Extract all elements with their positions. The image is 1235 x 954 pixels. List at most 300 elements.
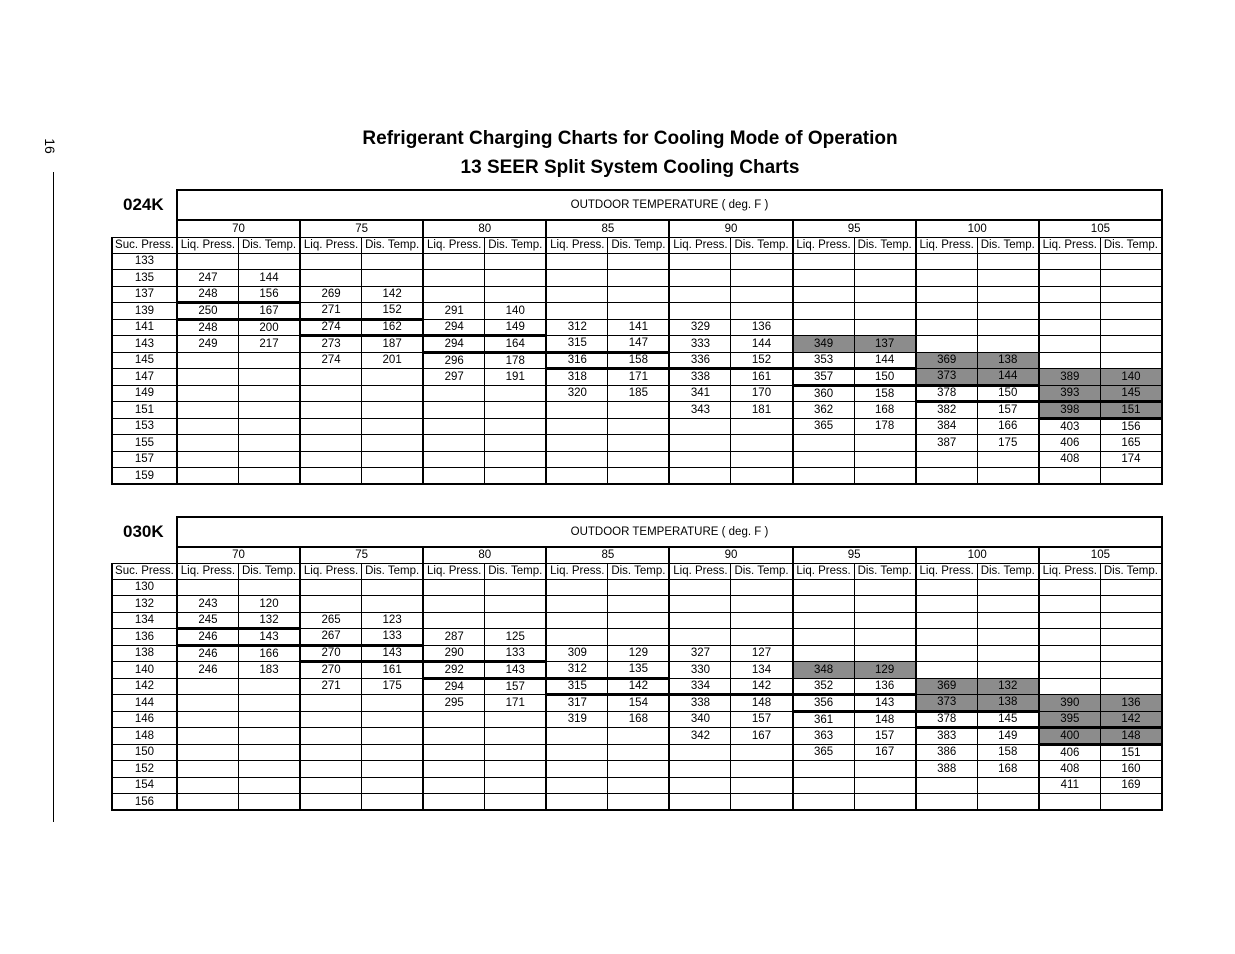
discharge-temp-header: Dis. Temp. (977, 237, 1039, 253)
charging-table (111, 516, 1163, 811)
liquid-pressure-cell (546, 435, 608, 452)
liquid-pressure-cell: 336 (669, 352, 731, 369)
table-row (112, 286, 1162, 303)
liquid-pressure-cell (177, 418, 239, 435)
suction-pressure-cell: 151 (112, 402, 177, 419)
discharge-temp-cell (238, 695, 300, 712)
liquid-pressure-cell (546, 402, 608, 419)
discharge-temp-cell: 201 (362, 352, 424, 369)
discharge-temp-cell (854, 468, 916, 485)
charging-table (111, 189, 1163, 485)
liquid-pressure-cell (300, 270, 362, 287)
outdoor-temp-100: 100 (916, 547, 1039, 563)
table-row (112, 451, 1162, 468)
suction-pressure-cell: 130 (112, 579, 177, 596)
liquid-pressure-cell (300, 418, 362, 435)
discharge-temp-cell (731, 744, 793, 761)
discharge-temp-header: Dis. Temp. (1100, 563, 1162, 579)
discharge-temp-cell: 129 (608, 645, 670, 662)
discharge-temp-cell: 152 (731, 352, 793, 369)
discharge-temp-header: Dis. Temp. (731, 237, 793, 253)
liquid-pressure-cell (300, 711, 362, 728)
suction-pressure-header: Suc. Press. (112, 563, 177, 579)
discharge-temp-cell (608, 728, 670, 745)
discharge-temp-cell (362, 596, 424, 613)
liquid-pressure-cell: 378 (916, 385, 978, 402)
discharge-temp-cell: 140 (1100, 369, 1162, 386)
discharge-temp-cell (485, 761, 547, 778)
discharge-temp-cell (238, 678, 300, 695)
liquid-pressure-cell (546, 286, 608, 303)
liquid-pressure-cell: 390 (1039, 695, 1101, 712)
discharge-temp-cell (608, 270, 670, 287)
liquid-pressure-cell: 269 (300, 286, 362, 303)
discharge-temp-header: Dis. Temp. (854, 237, 916, 253)
suction-pressure-cell: 143 (112, 336, 177, 353)
liquid-pressure-cell (1039, 303, 1101, 320)
discharge-temp-cell: 167 (731, 728, 793, 745)
liquid-pressure-cell (916, 777, 978, 794)
discharge-temp-cell (977, 253, 1039, 270)
discharge-temp-cell (608, 579, 670, 596)
liquid-pressure-cell: 309 (546, 645, 608, 662)
liquid-pressure-cell: 265 (300, 612, 362, 629)
suction-pressure-cell: 157 (112, 451, 177, 468)
liquid-pressure-cell (300, 761, 362, 778)
liquid-pressure-cell (793, 253, 855, 270)
liquid-pressure-cell (793, 612, 855, 629)
liquid-pressure-cell: 294 (423, 678, 485, 695)
liquid-pressure-cell: 270 (300, 645, 362, 662)
discharge-temp-cell (362, 385, 424, 402)
discharge-temp-cell (731, 253, 793, 270)
model-label: 030K (123, 522, 164, 541)
liquid-pressure-cell (793, 451, 855, 468)
liquid-pressure-cell: 249 (177, 336, 239, 353)
liquid-pressure-cell (300, 777, 362, 794)
liquid-pressure-cell (916, 468, 978, 485)
outdoor-temp-75: 75 (300, 220, 423, 237)
suction-pressure-cell: 156 (112, 794, 177, 811)
liquid-pressure-cell: 316 (546, 352, 608, 369)
liquid-pressure-cell: 318 (546, 369, 608, 386)
liquid-pressure-cell (916, 253, 978, 270)
discharge-temp-cell: 132 (238, 612, 300, 629)
discharge-temp-header: Dis. Temp. (485, 237, 547, 253)
discharge-temp-cell: 129 (854, 662, 916, 679)
suction-pressure-cell: 137 (112, 286, 177, 303)
discharge-temp-cell (1100, 794, 1162, 811)
discharge-temp-cell (238, 451, 300, 468)
liquid-pressure-cell (177, 468, 239, 485)
suction-pressure-cell: 132 (112, 596, 177, 613)
discharge-temp-cell: 135 (608, 662, 670, 679)
discharge-temp-cell: 157 (731, 711, 793, 728)
liquid-pressure-cell: 295 (423, 695, 485, 712)
table-row (112, 253, 1162, 270)
outdoor-temp-105: 105 (1039, 220, 1162, 237)
liquid-pressure-cell (916, 662, 978, 679)
liquid-pressure-cell (300, 794, 362, 811)
liquid-pressure-cell (300, 744, 362, 761)
discharge-temp-cell (1100, 596, 1162, 613)
discharge-temp-cell (362, 435, 424, 452)
table-corner (112, 220, 177, 237)
liquid-pressure-cell: 248 (177, 286, 239, 303)
table-row (112, 303, 1162, 320)
liquid-pressure-cell (793, 596, 855, 613)
discharge-temp-header: Dis. Temp. (608, 237, 670, 253)
discharge-temp-cell: 167 (854, 744, 916, 761)
discharge-temp-cell: 137 (854, 336, 916, 353)
discharge-temp-cell (362, 744, 424, 761)
discharge-temp-cell (977, 612, 1039, 629)
table-row (112, 678, 1162, 695)
liquid-pressure-cell (793, 579, 855, 596)
discharge-temp-header: Dis. Temp. (362, 563, 424, 579)
liquid-pressure-cell: 248 (177, 319, 239, 336)
discharge-temp-cell: 149 (977, 728, 1039, 745)
discharge-temp-cell: 142 (608, 678, 670, 695)
liquid-pressure-cell (300, 579, 362, 596)
liquid-pressure-cell: 411 (1039, 777, 1101, 794)
liquid-pressure-cell (1039, 336, 1101, 353)
liquid-pressure-cell: 348 (793, 662, 855, 679)
discharge-temp-cell: 154 (608, 695, 670, 712)
discharge-temp-cell (1100, 612, 1162, 629)
discharge-temp-cell: 158 (854, 385, 916, 402)
discharge-temp-cell (977, 777, 1039, 794)
table-row (112, 336, 1162, 353)
discharge-temp-cell: 144 (977, 369, 1039, 386)
liquid-pressure-header: Liq. Press. (300, 237, 362, 253)
discharge-temp-cell: 165 (1100, 435, 1162, 452)
liquid-pressure-cell: 393 (1039, 385, 1101, 402)
liquid-pressure-cell (1039, 596, 1101, 613)
discharge-temp-cell (608, 402, 670, 419)
discharge-temp-cell (1100, 468, 1162, 485)
discharge-temp-cell (854, 286, 916, 303)
discharge-temp-cell: 191 (485, 369, 547, 386)
discharge-temp-header: Dis. Temp. (485, 563, 547, 579)
liquid-pressure-header: Liq. Press. (793, 563, 855, 579)
discharge-temp-cell: 145 (977, 711, 1039, 728)
outdoor-temperature-header: OUTDOOR TEMPERATURE ( deg. F ) (177, 517, 1162, 547)
liquid-pressure-cell (177, 451, 239, 468)
liquid-pressure-cell: 312 (546, 662, 608, 679)
discharge-temp-cell (608, 596, 670, 613)
discharge-temp-cell (485, 451, 547, 468)
outdoor-temp-90: 90 (669, 547, 792, 563)
liquid-pressure-header: Liq. Press. (300, 563, 362, 579)
liquid-pressure-cell (423, 468, 485, 485)
discharge-temp-cell (731, 435, 793, 452)
liquid-pressure-cell (423, 385, 485, 402)
suction-pressure-cell: 135 (112, 270, 177, 287)
suction-pressure-cell: 147 (112, 369, 177, 386)
liquid-pressure-cell (669, 629, 731, 646)
discharge-temp-header: Dis. Temp. (731, 563, 793, 579)
discharge-temp-cell (608, 286, 670, 303)
liquid-pressure-cell: 267 (300, 629, 362, 646)
table-row (112, 402, 1162, 419)
discharge-temp-cell: 166 (977, 418, 1039, 435)
discharge-temp-header: Dis. Temp. (977, 563, 1039, 579)
discharge-temp-cell (854, 761, 916, 778)
discharge-temp-cell: 143 (238, 629, 300, 646)
liquid-pressure-cell: 382 (916, 402, 978, 419)
liquid-pressure-cell: 349 (793, 336, 855, 353)
suction-pressure-cell: 136 (112, 629, 177, 646)
liquid-pressure-cell (300, 468, 362, 485)
liquid-pressure-cell (916, 629, 978, 646)
liquid-pressure-cell (423, 451, 485, 468)
liquid-pressure-cell: 365 (793, 418, 855, 435)
discharge-temp-cell (977, 451, 1039, 468)
discharge-temp-cell (1100, 253, 1162, 270)
suction-pressure-cell: 148 (112, 728, 177, 745)
table-row (112, 777, 1162, 794)
discharge-temp-cell: 141 (608, 319, 670, 336)
discharge-temp-cell (731, 794, 793, 811)
discharge-temp-cell: 140 (485, 303, 547, 320)
discharge-temp-cell (608, 468, 670, 485)
discharge-temp-cell: 171 (485, 695, 547, 712)
discharge-temp-cell (1100, 645, 1162, 662)
table-row (112, 385, 1162, 402)
liquid-pressure-cell (916, 612, 978, 629)
discharge-temp-cell: 142 (1100, 711, 1162, 728)
liquid-pressure-cell: 329 (669, 319, 731, 336)
outdoor-temp-85: 85 (546, 220, 669, 237)
discharge-temp-cell (362, 695, 424, 712)
liquid-pressure-cell (546, 761, 608, 778)
liquid-pressure-cell (669, 451, 731, 468)
discharge-temp-cell (238, 402, 300, 419)
liquid-pressure-cell (423, 270, 485, 287)
liquid-pressure-cell: 296 (423, 352, 485, 369)
liquid-pressure-cell: 273 (300, 336, 362, 353)
liquid-pressure-cell (177, 794, 239, 811)
liquid-pressure-cell (793, 435, 855, 452)
liquid-pressure-cell (423, 579, 485, 596)
discharge-temp-cell: 156 (238, 286, 300, 303)
liquid-pressure-cell: 398 (1039, 402, 1101, 419)
liquid-pressure-cell (793, 761, 855, 778)
discharge-temp-cell: 143 (854, 695, 916, 712)
discharge-temp-cell: 151 (1100, 402, 1162, 419)
liquid-pressure-cell: 383 (916, 728, 978, 745)
discharge-temp-cell: 151 (1100, 744, 1162, 761)
liquid-pressure-cell (669, 744, 731, 761)
liquid-pressure-cell: 287 (423, 629, 485, 646)
liquid-pressure-cell (1039, 352, 1101, 369)
liquid-pressure-cell (300, 369, 362, 386)
table-row (112, 319, 1162, 336)
liquid-pressure-cell: 352 (793, 678, 855, 695)
liquid-pressure-cell (423, 435, 485, 452)
discharge-temp-header: Dis. Temp. (1100, 237, 1162, 253)
discharge-temp-header: Dis. Temp. (362, 237, 424, 253)
discharge-temp-cell (977, 645, 1039, 662)
liquid-pressure-cell: 338 (669, 695, 731, 712)
liquid-pressure-cell: 360 (793, 385, 855, 402)
table-row (112, 596, 1162, 613)
liquid-pressure-cell (300, 435, 362, 452)
liquid-pressure-cell (1039, 286, 1101, 303)
discharge-temp-cell (238, 385, 300, 402)
discharge-temp-cell (608, 435, 670, 452)
discharge-temp-cell: 157 (485, 678, 547, 695)
liquid-pressure-header: Liq. Press. (423, 237, 485, 253)
discharge-temp-cell: 168 (854, 402, 916, 419)
discharge-temp-cell (362, 794, 424, 811)
liquid-pressure-cell: 403 (1039, 418, 1101, 435)
table-row (112, 369, 1162, 386)
discharge-temp-cell: 168 (977, 761, 1039, 778)
liquid-pressure-cell: 400 (1039, 728, 1101, 745)
discharge-temp-cell (238, 418, 300, 435)
table-row (112, 468, 1162, 485)
discharge-temp-cell (485, 612, 547, 629)
suction-pressure-cell: 149 (112, 385, 177, 402)
discharge-temp-cell (977, 629, 1039, 646)
discharge-temp-cell: 142 (362, 286, 424, 303)
discharge-temp-cell: 145 (1100, 385, 1162, 402)
liquid-pressure-cell: 245 (177, 612, 239, 629)
discharge-temp-cell (1100, 662, 1162, 679)
discharge-temp-cell (485, 418, 547, 435)
discharge-temp-cell (977, 319, 1039, 336)
liquid-pressure-cell (793, 319, 855, 336)
discharge-temp-cell (238, 761, 300, 778)
liquid-pressure-header: Liq. Press. (177, 563, 239, 579)
discharge-temp-cell (362, 451, 424, 468)
page-title: Refrigerant Charging Charts for Cooling Mode of Operation (362, 128, 898, 149)
discharge-temp-cell: 152 (362, 303, 424, 320)
table-row (112, 761, 1162, 778)
discharge-temp-cell: 143 (485, 662, 547, 679)
liquid-pressure-cell (177, 695, 239, 712)
liquid-pressure-cell: 387 (916, 435, 978, 452)
liquid-pressure-cell (669, 761, 731, 778)
liquid-pressure-cell: 408 (1039, 761, 1101, 778)
liquid-pressure-cell (916, 579, 978, 596)
discharge-temp-cell: 133 (362, 629, 424, 646)
liquid-pressure-cell (669, 596, 731, 613)
discharge-temp-cell: 174 (1100, 451, 1162, 468)
liquid-pressure-cell (423, 728, 485, 745)
liquid-pressure-cell: 246 (177, 662, 239, 679)
liquid-pressure-cell (1039, 468, 1101, 485)
discharge-temp-cell: 167 (238, 303, 300, 320)
liquid-pressure-cell (300, 596, 362, 613)
suction-pressure-cell: 141 (112, 319, 177, 336)
discharge-temp-cell (1100, 352, 1162, 369)
liquid-pressure-cell: 274 (300, 352, 362, 369)
suction-pressure-cell: 139 (112, 303, 177, 320)
liquid-pressure-cell (423, 253, 485, 270)
table-row (112, 645, 1162, 662)
discharge-temp-cell: 162 (362, 319, 424, 336)
discharge-temp-cell (485, 402, 547, 419)
liquid-pressure-cell: 340 (669, 711, 731, 728)
table-row (112, 352, 1162, 369)
outdoor-temp-95: 95 (793, 220, 916, 237)
liquid-pressure-cell (669, 286, 731, 303)
liquid-pressure-cell (916, 645, 978, 662)
liquid-pressure-cell (793, 645, 855, 662)
discharge-temp-cell (238, 794, 300, 811)
liquid-pressure-cell (546, 579, 608, 596)
discharge-temp-cell (1100, 286, 1162, 303)
discharge-temp-cell: 158 (977, 744, 1039, 761)
discharge-temp-cell: 164 (485, 336, 547, 353)
table-row (112, 579, 1162, 596)
discharge-temp-cell (238, 435, 300, 452)
liquid-pressure-cell (177, 352, 239, 369)
liquid-pressure-cell (669, 777, 731, 794)
suction-pressure-cell: 138 (112, 645, 177, 662)
discharge-temp-cell (362, 728, 424, 745)
discharge-temp-cell: 185 (608, 385, 670, 402)
liquid-pressure-cell (916, 303, 978, 320)
discharge-temp-cell (854, 451, 916, 468)
discharge-temp-cell: 171 (608, 369, 670, 386)
liquid-pressure-cell: 270 (300, 662, 362, 679)
liquid-pressure-header: Liq. Press. (177, 237, 239, 253)
discharge-temp-cell (977, 336, 1039, 353)
liquid-pressure-cell (669, 270, 731, 287)
suction-pressure-cell: 154 (112, 777, 177, 794)
liquid-pressure-cell: 369 (916, 678, 978, 695)
liquid-pressure-cell: 362 (793, 402, 855, 419)
liquid-pressure-cell (177, 728, 239, 745)
liquid-pressure-cell (300, 385, 362, 402)
liquid-pressure-cell (177, 711, 239, 728)
liquid-pressure-cell: 357 (793, 369, 855, 386)
liquid-pressure-cell (1039, 612, 1101, 629)
model-label: 024K (123, 195, 164, 214)
discharge-temp-cell: 178 (485, 352, 547, 369)
liquid-pressure-cell (669, 579, 731, 596)
liquid-pressure-cell: 361 (793, 711, 855, 728)
liquid-pressure-header: Liq. Press. (546, 237, 608, 253)
discharge-temp-cell: 144 (238, 270, 300, 287)
discharge-temp-cell: 125 (485, 629, 547, 646)
discharge-temp-cell (485, 711, 547, 728)
liquid-pressure-cell (669, 253, 731, 270)
liquid-pressure-cell (546, 253, 608, 270)
outdoor-temperature-header: OUTDOOR TEMPERATURE ( deg. F ) (177, 190, 1162, 220)
discharge-temp-cell: 149 (485, 319, 547, 336)
discharge-temp-cell: 138 (977, 352, 1039, 369)
discharge-temp-cell: 158 (608, 352, 670, 369)
discharge-temp-cell (362, 579, 424, 596)
discharge-temp-cell (485, 744, 547, 761)
liquid-pressure-header: Liq. Press. (669, 237, 731, 253)
discharge-temp-cell: 178 (854, 418, 916, 435)
liquid-pressure-header: Liq. Press. (423, 563, 485, 579)
discharge-temp-cell (485, 286, 547, 303)
liquid-pressure-cell: 356 (793, 695, 855, 712)
liquid-pressure-cell (669, 468, 731, 485)
discharge-temp-cell (608, 744, 670, 761)
liquid-pressure-cell (1039, 319, 1101, 336)
suction-pressure-cell: 145 (112, 352, 177, 369)
liquid-pressure-cell (300, 253, 362, 270)
liquid-pressure-cell (916, 451, 978, 468)
